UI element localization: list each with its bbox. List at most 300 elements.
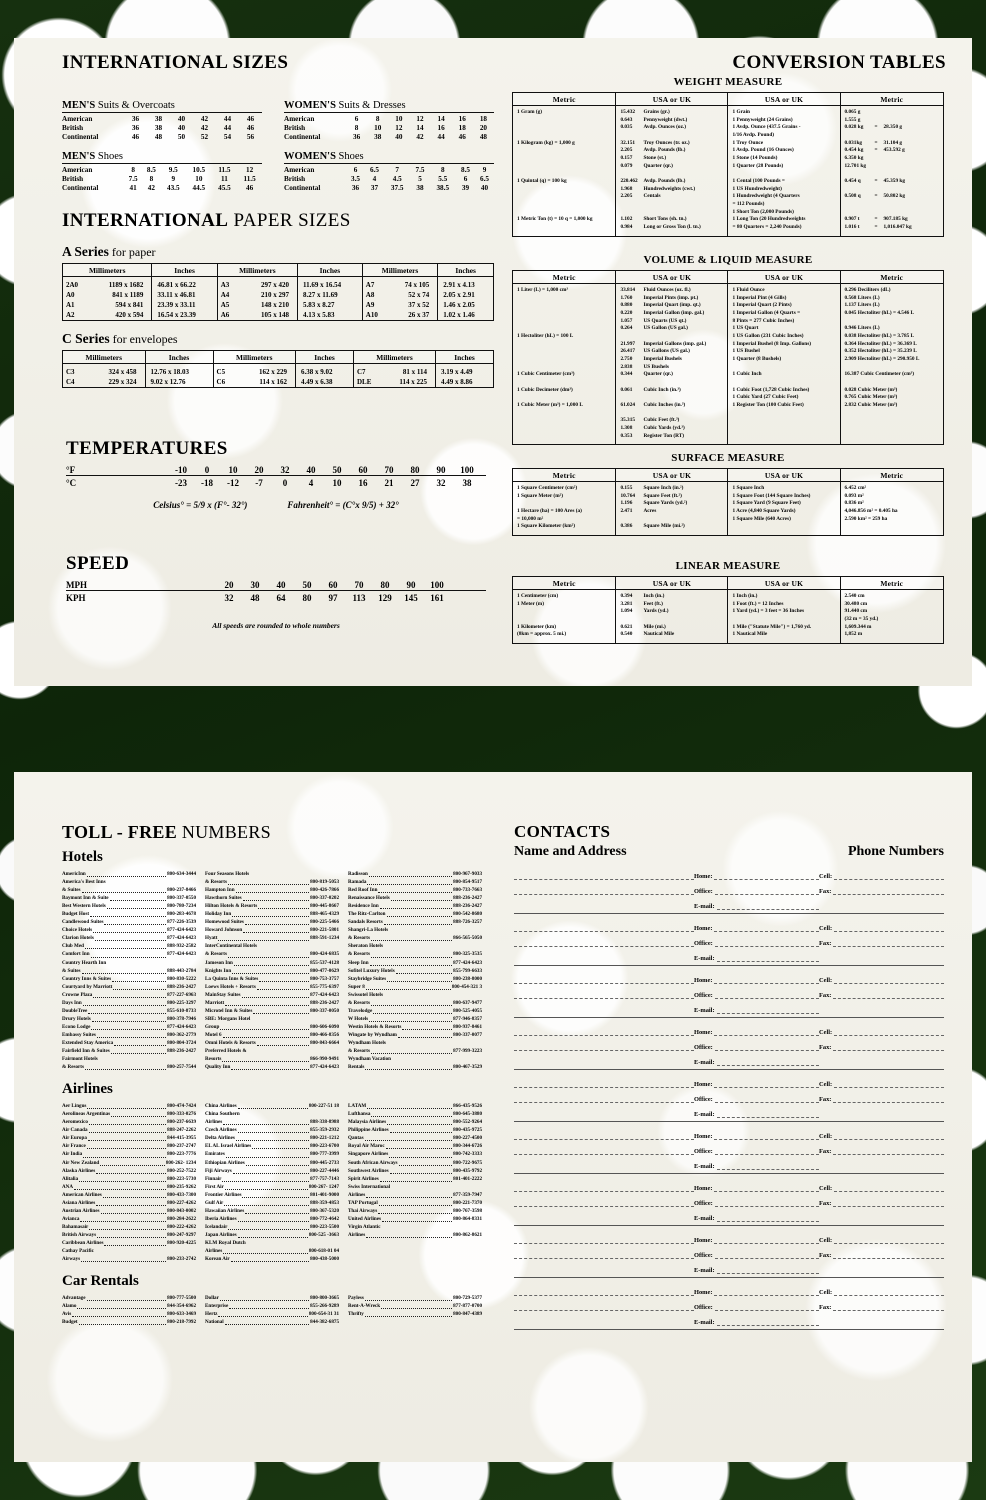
listing-phone-number[interactable]: 800-847-4389 <box>453 1311 482 1318</box>
list-item[interactable] <box>348 967 482 975</box>
contact-field-input-2[interactable] <box>821 1264 944 1274</box>
contact-name-address-field[interactable] <box>514 1233 694 1244</box>
list-item[interactable] <box>62 1183 196 1191</box>
list-item[interactable] <box>348 1167 482 1175</box>
listing-phone-number[interactable]: 800-435-9792 <box>453 1167 482 1174</box>
contact-field-left[interactable] <box>694 1301 819 1311</box>
list-item[interactable] <box>205 999 339 1007</box>
listing-phone-number[interactable]: 844-415-3955 <box>167 1135 196 1142</box>
listing-phone-number[interactable]: 800-722-9675 <box>453 1159 482 1166</box>
contact-field-right[interactable] <box>819 1026 944 1036</box>
contact-field-input[interactable] <box>717 952 819 962</box>
listing-phone-number[interactable]: 800-367-5320 <box>310 1207 339 1214</box>
listing-phone-number[interactable]: 800-733-7663 <box>453 887 482 894</box>
contact-field-left[interactable] <box>694 1197 819 1207</box>
list-item[interactable] <box>205 1055 339 1063</box>
listing-phone-number[interactable]: 877-359-7947 <box>453 1191 482 1198</box>
contact-field-input[interactable] <box>715 1145 819 1155</box>
list-item[interactable] <box>348 1191 482 1199</box>
contact-field-input-2[interactable] <box>833 885 944 895</box>
listing-phone-number[interactable]: 800-542-8680 <box>453 911 482 918</box>
contact-field-input-2[interactable] <box>833 1249 944 1259</box>
list-item[interactable] <box>205 1239 339 1247</box>
contact-field-left[interactable] <box>694 1234 819 1244</box>
listing-phone-number[interactable]: 800-237-2747 <box>167 1143 196 1150</box>
contact-field-input-2[interactable] <box>834 1026 944 1036</box>
contact-field-left[interactable] <box>694 885 819 895</box>
contact-field-input[interactable] <box>715 937 819 947</box>
listing-phone-number[interactable]: 800-937-8461 <box>453 1023 482 1030</box>
contact-field-left[interactable] <box>694 1316 819 1326</box>
list-item[interactable] <box>205 1294 339 1302</box>
list-item[interactable] <box>62 918 196 926</box>
contact-field-input[interactable] <box>715 1301 819 1311</box>
list-item[interactable] <box>205 1175 339 1183</box>
contact-field-left[interactable] <box>694 1182 819 1192</box>
contact-field-input-2[interactable] <box>833 937 944 947</box>
contact-field-left[interactable] <box>694 989 819 999</box>
listing-phone-number[interactable]: 800-424-6835 <box>310 951 339 958</box>
contact-field-input[interactable] <box>717 1212 819 1222</box>
list-item[interactable] <box>348 1063 482 1071</box>
contact-field-input[interactable] <box>717 1316 819 1326</box>
listing-phone-number[interactable]: 800-283-4678 <box>167 911 196 918</box>
list-item[interactable] <box>62 870 196 878</box>
list-item[interactable] <box>62 1247 196 1255</box>
list-item[interactable] <box>348 975 482 983</box>
list-item[interactable] <box>205 1031 339 1039</box>
list-item[interactable] <box>348 1302 482 1310</box>
listing-phone-number[interactable]: 800-454-321 3 <box>451 983 482 990</box>
contact-field-input-2[interactable] <box>834 1286 944 1296</box>
listing-phone-number[interactable]: 800-637-9477 <box>453 999 482 1006</box>
contact-field-input[interactable] <box>717 1108 819 1118</box>
list-item[interactable] <box>205 1302 339 1310</box>
list-item[interactable] <box>205 1191 339 1199</box>
list-item[interactable] <box>62 934 196 942</box>
contact-field-input[interactable] <box>717 1004 819 1014</box>
listing-phone-number[interactable]: 888-465-4329 <box>310 911 339 918</box>
listing-phone-number[interactable]: 800-223-7776 <box>167 1151 196 1158</box>
listing-phone-number[interactable]: 844-382-6875 <box>310 1319 339 1326</box>
list-item[interactable] <box>205 1199 339 1207</box>
contact-field-right[interactable] <box>819 1093 944 1103</box>
contact-field-left[interactable] <box>694 937 819 947</box>
contact-field-left[interactable] <box>694 1160 819 1170</box>
listing-phone-number[interactable]: 801-401-2222 <box>453 1175 482 1182</box>
listing-phone-number[interactable]: 800-225-5466 <box>310 919 339 926</box>
list-item[interactable] <box>62 910 196 918</box>
listing-phone-number[interactable]: 888-236-2427 <box>453 903 482 910</box>
list-item[interactable] <box>62 1023 196 1031</box>
contact-field-input-2[interactable] <box>821 1004 944 1014</box>
listing-phone-number[interactable]: 800-800-3665 <box>310 1295 339 1302</box>
list-item[interactable] <box>205 950 339 958</box>
contact-field-right[interactable] <box>819 1078 944 1088</box>
list-item[interactable] <box>205 1215 339 1223</box>
contact-name-address-field[interactable] <box>514 1263 694 1274</box>
list-item[interactable] <box>348 983 482 991</box>
list-item[interactable] <box>348 1183 482 1191</box>
list-item[interactable] <box>205 1159 339 1167</box>
contact-field-right[interactable] <box>819 1145 944 1155</box>
list-item[interactable] <box>62 902 196 910</box>
contact-field-right[interactable] <box>819 1286 944 1296</box>
contact-field-input[interactable] <box>714 1286 819 1296</box>
listing-phone-number[interactable]: 800-742-3333 <box>453 1151 482 1158</box>
contact-field-left[interactable] <box>694 870 819 880</box>
listing-phone-number[interactable]: 800-830-5222 <box>167 975 196 982</box>
list-item[interactable] <box>348 1015 482 1023</box>
listing-phone-number[interactable]: 855-799-6633 <box>453 967 482 974</box>
listing-phone-number[interactable]: 800-284-2622 <box>167 1215 196 1222</box>
contact-field-left[interactable] <box>694 1212 819 1222</box>
listing-phone-number[interactable]: 888-236-2427 <box>310 999 339 1006</box>
list-item[interactable] <box>348 926 482 934</box>
listing-phone-number[interactable]: 800-729-5377 <box>453 1295 482 1302</box>
contact-name-address-field[interactable] <box>514 936 694 947</box>
list-item[interactable] <box>62 1231 196 1239</box>
listing-phone-number[interactable]: 800-466-8356 <box>310 1031 339 1038</box>
listing-phone-number[interactable]: 800-362-2779 <box>167 1031 196 1038</box>
list-item[interactable] <box>205 983 339 991</box>
listing-phone-number[interactable]: 800-337-0202 <box>310 895 339 902</box>
listing-phone-number[interactable]: 800-843-0002 <box>167 1207 196 1214</box>
contact-field-input-2[interactable] <box>834 870 944 880</box>
listing-phone-number[interactable]: 800-221-1212 <box>310 1135 339 1142</box>
list-item[interactable] <box>62 1294 196 1302</box>
contact-field-input[interactable] <box>715 1041 819 1051</box>
listing-phone-number[interactable]: 800-772-4642 <box>310 1215 339 1222</box>
listing-phone-number[interactable]: 800-445-8667 <box>310 903 339 910</box>
list-item[interactable] <box>205 886 339 894</box>
contact-field-input-2[interactable] <box>834 1078 944 1088</box>
contact-field-left[interactable] <box>694 922 819 932</box>
list-item[interactable] <box>205 991 339 999</box>
contact-field-input-2[interactable] <box>834 1182 944 1192</box>
contact-field-right[interactable] <box>819 989 944 999</box>
contact-name-address-field[interactable] <box>514 1181 694 1192</box>
listing-phone-number[interactable]: 888-247-2262 <box>167 1127 196 1134</box>
listing-phone-number[interactable]: 800-767-3598 <box>453 1207 482 1214</box>
contact-field-input[interactable] <box>715 1093 819 1103</box>
list-item[interactable] <box>62 1191 196 1199</box>
list-item[interactable] <box>62 1310 196 1318</box>
contact-field-input[interactable] <box>715 1197 819 1207</box>
contact-field-left[interactable] <box>694 1249 819 1259</box>
contact-field-left[interactable] <box>694 952 819 962</box>
listing-phone-number[interactable]: 800-467-3529 <box>453 1064 482 1071</box>
list-item[interactable] <box>205 942 339 950</box>
contact-field-left[interactable] <box>694 1093 819 1103</box>
contact-field-left[interactable] <box>694 1286 819 1296</box>
contact-field-input[interactable] <box>715 989 819 999</box>
list-item[interactable] <box>62 975 196 983</box>
list-item[interactable] <box>205 1223 339 1231</box>
listing-phone-number[interactable]: 800-337-0550 <box>167 895 196 902</box>
listing-phone-number[interactable]: 800-967-9033 <box>453 871 482 877</box>
contact-name-address-field[interactable] <box>514 1248 694 1259</box>
listing-phone-number[interactable]: 800-777-5500 <box>167 1295 196 1302</box>
listing-phone-number[interactable]: 888-443-2784 <box>167 967 196 974</box>
list-item[interactable] <box>348 1310 482 1318</box>
list-item[interactable] <box>205 1126 339 1134</box>
listing-phone-number[interactable]: 800-426-7866 <box>310 887 339 894</box>
listing-phone-number[interactable]: 888-359-4853 <box>310 1199 339 1206</box>
contact-field-input-2[interactable] <box>834 974 944 984</box>
contact-field-right[interactable] <box>819 1160 944 1170</box>
listing-phone-number[interactable]: 877-424-6423 <box>310 991 339 998</box>
listing-phone-number[interactable]: 877-424-6423 <box>167 935 196 942</box>
list-item[interactable] <box>62 991 196 999</box>
list-item[interactable] <box>205 1142 339 1150</box>
listing-phone-number[interactable]: 800-262- 1234 <box>165 1159 196 1166</box>
listing-phone-number[interactable]: 800-222-4262 <box>167 1223 196 1230</box>
contact-field-left[interactable] <box>694 1041 819 1051</box>
list-item[interactable] <box>348 910 482 918</box>
listing-phone-number[interactable]: 800-634-3444 <box>167 871 196 877</box>
list-item[interactable] <box>348 1150 482 1158</box>
listing-phone-number[interactable]: 800-333-0276 <box>167 1111 196 1118</box>
list-item[interactable] <box>348 1126 482 1134</box>
listing-phone-number[interactable]: 800-920-4225 <box>167 1239 196 1246</box>
listing-phone-number[interactable]: 800-525-4055 <box>453 1007 482 1014</box>
list-item[interactable] <box>348 934 482 942</box>
contact-name-address-field[interactable] <box>514 921 694 932</box>
listing-phone-number[interactable]: 866-435-9526 <box>453 1103 482 1110</box>
listing-phone-number[interactable]: 800-325-3535 <box>453 951 482 958</box>
list-item[interactable] <box>348 1031 482 1039</box>
list-item[interactable] <box>348 1039 482 1047</box>
list-item[interactable] <box>62 1039 196 1047</box>
listing-phone-number[interactable]: 800-337-0050 <box>310 1007 339 1014</box>
list-item[interactable] <box>62 1239 196 1247</box>
listing-phone-number[interactable]: 800-474-7424 <box>167 1103 196 1110</box>
contact-field-left[interactable] <box>694 1108 819 1118</box>
contact-name-address-field[interactable] <box>514 988 694 999</box>
list-item[interactable] <box>205 926 339 934</box>
list-item[interactable] <box>348 1231 482 1239</box>
listing-phone-number[interactable]: 800-221-5801 <box>310 927 339 934</box>
listing-phone-number[interactable]: 800-819-5053 <box>310 879 339 886</box>
list-item[interactable] <box>348 1199 482 1207</box>
contact-field-left[interactable] <box>694 1145 819 1155</box>
contact-field-input[interactable] <box>714 1078 819 1088</box>
contact-field-left[interactable] <box>694 900 819 910</box>
list-item[interactable] <box>348 999 482 1007</box>
listing-phone-number[interactable]: 800-223-5500 <box>310 1223 339 1230</box>
list-item[interactable] <box>62 942 196 950</box>
contact-field-right[interactable] <box>819 1249 944 1259</box>
list-item[interactable] <box>348 1102 482 1110</box>
list-item[interactable] <box>348 1047 482 1055</box>
contact-name-address-field[interactable] <box>514 1077 694 1088</box>
contact-name-address-field[interactable] <box>514 884 694 895</box>
list-item[interactable] <box>348 918 482 926</box>
list-item[interactable] <box>205 959 339 967</box>
contact-field-left[interactable] <box>694 974 819 984</box>
listing-phone-number[interactable]: 800-633-3469 <box>167 1311 196 1318</box>
contact-field-right[interactable] <box>819 952 944 962</box>
list-item[interactable] <box>62 1007 196 1015</box>
listing-phone-number[interactable]: 877-424-6423 <box>167 1023 196 1030</box>
contact-field-input-2[interactable] <box>833 1301 944 1311</box>
list-item[interactable] <box>348 886 482 894</box>
list-item[interactable] <box>205 894 339 902</box>
listing-phone-number[interactable]: 800-862-8621 <box>453 1231 482 1238</box>
contact-field-right[interactable] <box>819 1004 944 1014</box>
contact-field-input-2[interactable] <box>821 1160 944 1170</box>
contact-field-input-2[interactable] <box>821 1316 944 1326</box>
contact-name-address-field[interactable] <box>514 1055 694 1066</box>
list-item[interactable] <box>62 1110 196 1118</box>
listing-phone-number[interactable]: 800-227-4446 <box>310 1167 339 1174</box>
list-item[interactable] <box>348 1118 482 1126</box>
list-item[interactable] <box>205 975 339 983</box>
listing-phone-number[interactable]: 877-424-6423 <box>310 1064 339 1071</box>
list-item[interactable] <box>205 918 339 926</box>
list-item[interactable] <box>205 1015 339 1023</box>
contact-field-right[interactable] <box>819 885 944 895</box>
list-item[interactable] <box>62 1126 196 1134</box>
list-item[interactable] <box>62 894 196 902</box>
contact-field-input[interactable] <box>715 1249 819 1259</box>
listing-phone-number[interactable]: 866-565-5050 <box>453 935 482 942</box>
listing-phone-number[interactable]: 855-266-9289 <box>310 1303 339 1310</box>
listing-phone-number[interactable]: 877-999-3223 <box>453 1048 482 1055</box>
list-item[interactable] <box>62 1150 196 1158</box>
contact-name-address-field[interactable] <box>514 973 694 984</box>
listing-phone-number[interactable]: 800-438-5000 <box>310 1256 339 1263</box>
list-item[interactable] <box>62 999 196 1007</box>
listing-phone-number[interactable]: 800-753-3757 <box>310 975 339 982</box>
list-item[interactable] <box>348 1055 482 1063</box>
contact-field-right[interactable] <box>819 1212 944 1222</box>
list-item[interactable] <box>62 1142 196 1150</box>
contact-field-input-2[interactable] <box>834 1234 944 1244</box>
contact-name-address-field[interactable] <box>514 1025 694 1036</box>
list-item[interactable] <box>348 1007 482 1015</box>
listing-phone-number[interactable]: 866-990-9491 <box>310 1056 339 1063</box>
list-item[interactable] <box>205 1255 339 1263</box>
listing-phone-number[interactable]: 800-227-4500 <box>453 1135 482 1142</box>
list-item[interactable] <box>205 1047 339 1055</box>
contact-field-left[interactable] <box>694 1056 819 1066</box>
contact-field-input[interactable] <box>717 1264 819 1274</box>
listing-phone-number[interactable]: 800-233-2742 <box>167 1256 196 1263</box>
contact-name-address-field[interactable] <box>514 869 694 880</box>
list-item[interactable] <box>62 1015 196 1023</box>
listing-phone-number[interactable]: 801-401-9000 <box>310 1191 339 1198</box>
contact-name-address-field[interactable] <box>514 1040 694 1051</box>
contact-field-input[interactable] <box>714 1130 819 1140</box>
list-item[interactable] <box>205 1150 339 1158</box>
listing-phone-number[interactable]: 888-236-2427 <box>167 1048 196 1055</box>
listing-phone-number[interactable]: 800-218-7992 <box>167 1319 196 1326</box>
contact-field-left[interactable] <box>694 1078 819 1088</box>
list-item[interactable] <box>205 934 339 942</box>
listing-phone-number[interactable]: 888-236-2427 <box>167 983 196 990</box>
contact-field-input-2[interactable] <box>833 989 944 999</box>
list-item[interactable] <box>205 870 339 878</box>
listing-phone-number[interactable]: 877-424-6423 <box>167 951 196 958</box>
contact-field-left[interactable] <box>694 1130 819 1140</box>
list-item[interactable] <box>205 1231 339 1239</box>
contact-field-input-2[interactable] <box>821 900 944 910</box>
contact-field-left[interactable] <box>694 1026 819 1036</box>
list-item[interactable] <box>62 1175 196 1183</box>
list-item[interactable] <box>62 959 196 967</box>
contact-field-right[interactable] <box>819 1041 944 1051</box>
contact-field-input[interactable] <box>714 974 819 984</box>
list-item[interactable] <box>348 959 482 967</box>
list-item[interactable] <box>348 1318 482 1323</box>
list-item[interactable] <box>348 1175 482 1183</box>
listing-phone-number[interactable]: 800-238-8000 <box>453 975 482 982</box>
contact-name-address-field[interactable] <box>514 1107 694 1118</box>
list-item[interactable] <box>62 1207 196 1215</box>
listing-phone-number[interactable]: 855-537-4128 <box>310 959 339 966</box>
list-item[interactable] <box>62 1318 196 1326</box>
list-item[interactable] <box>348 1023 482 1031</box>
list-item[interactable] <box>62 878 196 886</box>
list-item[interactable] <box>205 1183 339 1191</box>
list-item[interactable] <box>348 942 482 950</box>
listing-phone-number[interactable]: 800-257-7544 <box>167 1064 196 1071</box>
list-item[interactable] <box>205 910 339 918</box>
contact-field-right[interactable] <box>819 974 944 984</box>
contact-field-input-2[interactable] <box>821 1108 944 1118</box>
listing-phone-number[interactable]: 888-726-3257 <box>453 919 482 926</box>
listing-phone-number[interactable]: 800-780-7234 <box>167 903 196 910</box>
contact-field-input[interactable] <box>714 1182 819 1192</box>
list-item[interactable] <box>205 1310 339 1318</box>
list-item[interactable] <box>348 1134 482 1142</box>
contact-field-right[interactable] <box>819 1264 944 1274</box>
listing-phone-number[interactable]: 877-424-6423 <box>167 927 196 934</box>
list-item[interactable] <box>62 1223 196 1231</box>
contact-name-address-field[interactable] <box>514 1129 694 1140</box>
listing-phone-number[interactable]: 800-223-5730 <box>167 1175 196 1182</box>
contact-name-address-field[interactable] <box>514 1285 694 1296</box>
list-item[interactable] <box>62 1167 196 1175</box>
list-item[interactable] <box>205 1007 339 1015</box>
list-item[interactable] <box>205 1318 339 1326</box>
contact-name-address-field[interactable] <box>514 899 694 910</box>
listing-phone-number[interactable]: 800-344-6726 <box>453 1143 482 1150</box>
list-item[interactable] <box>62 983 196 991</box>
listing-phone-number[interactable]: 800-843-6664 <box>310 1039 339 1046</box>
contact-field-right[interactable] <box>819 1108 944 1118</box>
contact-name-address-field[interactable] <box>514 1196 694 1207</box>
listing-phone-number[interactable]: 800-433-7300 <box>167 1191 196 1198</box>
list-item[interactable] <box>62 926 196 934</box>
list-item[interactable] <box>205 1023 339 1031</box>
contact-field-input-2[interactable] <box>821 1212 944 1222</box>
list-item[interactable] <box>62 1118 196 1126</box>
contact-field-input-2[interactable] <box>834 1130 944 1140</box>
contact-field-right[interactable] <box>819 937 944 947</box>
contact-name-address-field[interactable] <box>514 1003 694 1014</box>
list-item[interactable] <box>62 1215 196 1223</box>
list-item[interactable] <box>348 894 482 902</box>
list-item[interactable] <box>62 1134 196 1142</box>
contact-name-address-field[interactable] <box>514 1092 694 1103</box>
listing-phone-number[interactable]: 800-227-51 18 <box>308 1103 339 1110</box>
list-item[interactable] <box>205 1063 339 1071</box>
contact-field-right[interactable] <box>819 1056 944 1066</box>
list-item[interactable] <box>348 902 482 910</box>
